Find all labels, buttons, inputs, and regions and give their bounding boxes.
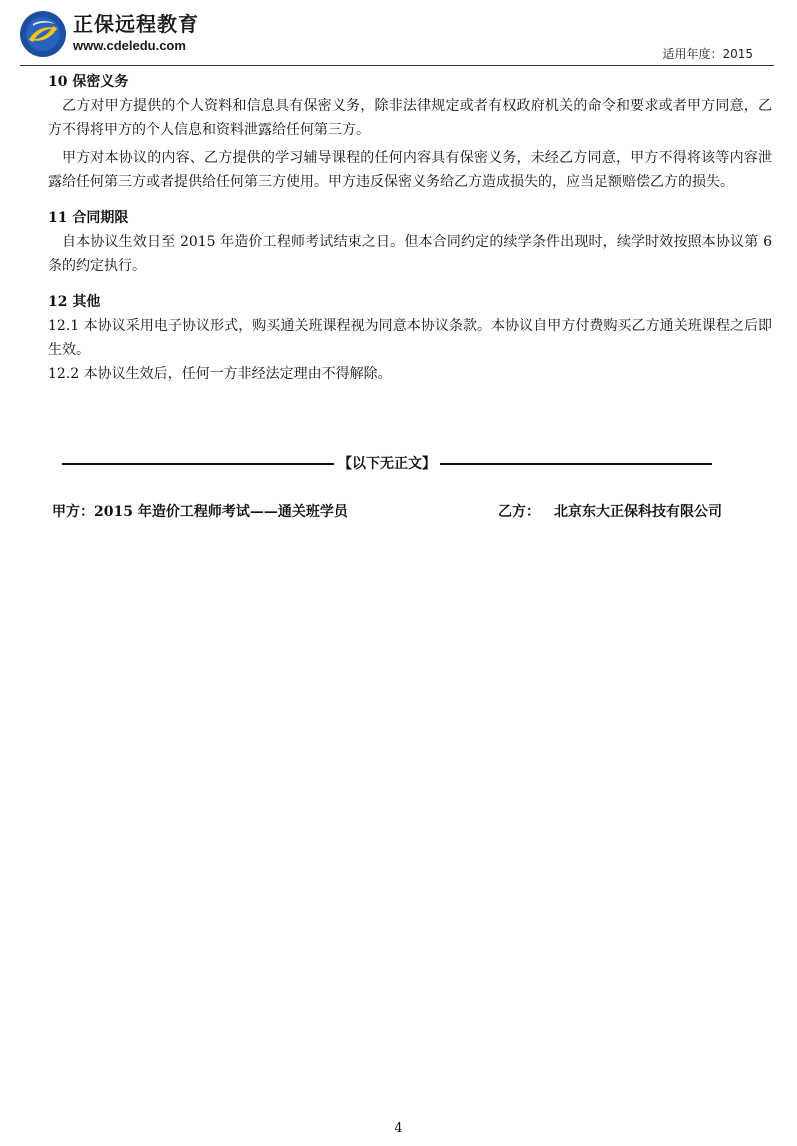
paragraph: 自本协议生效日至 2015 年造价工程师考试结束之日。但本合同约定的续学条件出现时，续学时效按照本协议第 6 条的约定执行。 [48,234,772,274]
header-divider [20,65,774,66]
party-b-label: 乙方： [498,504,540,520]
paragraph: 乙方对甲方提供的个人资料和信息具有保密义务，除非法律规定或者有权政府机关的命令和要求或者甲方同意，乙方不得将甲方的个人信息和资料泄露给任何第三方。 [48,98,772,138]
section-heading: 10 保密义务 [48,74,129,90]
cdel-logo-icon [19,10,67,58]
divider-line-left [62,463,334,465]
brand-name: 正保远程教育 [73,12,199,36]
party-b [498,500,722,524]
divider-line-right [440,463,712,465]
paragraph: 12.2 本协议生效后，任何一方非经法定理由不得解除。 [48,366,392,382]
section-heading: 11 合同期限 [48,210,129,226]
paragraph: 12.1 本协议采用电子协议形式，购买通关班课程视为同意本协议条款。本协议自甲方付费购买乙方通关班课程之后即生效。 [48,318,772,358]
party-b-name: 北京东大正保科技有限公司 [554,504,722,520]
end-of-text-divider [30,452,744,476]
agreement-body [48,70,772,398]
section-other [48,290,772,386]
page-number: 4 [394,1121,403,1136]
section-heading: 12 其他 [48,294,101,310]
section-contract-term [48,206,772,278]
page-header [0,0,797,68]
party-a: 甲方：2015 年造价工程师考试——通关班学员 [52,504,348,520]
paragraph: 甲方对本协议的内容、乙方提供的学习辅导课程的任何内容具有保密义务，未经乙方同意，甲方不得将该等内容泄露给任何第三方或者提供给任何第三方使用。甲方违反保密义务给乙方造成损失的，应当足额赔偿乙方的损失。 [48,150,772,190]
applicable-year: 适用年度：2015 [662,47,753,61]
signature-parties [52,500,752,524]
section-confidentiality [48,70,772,194]
divider-label: 【以下无正文】 [338,456,436,472]
brand-url: www.cdeledu.com [73,38,186,53]
